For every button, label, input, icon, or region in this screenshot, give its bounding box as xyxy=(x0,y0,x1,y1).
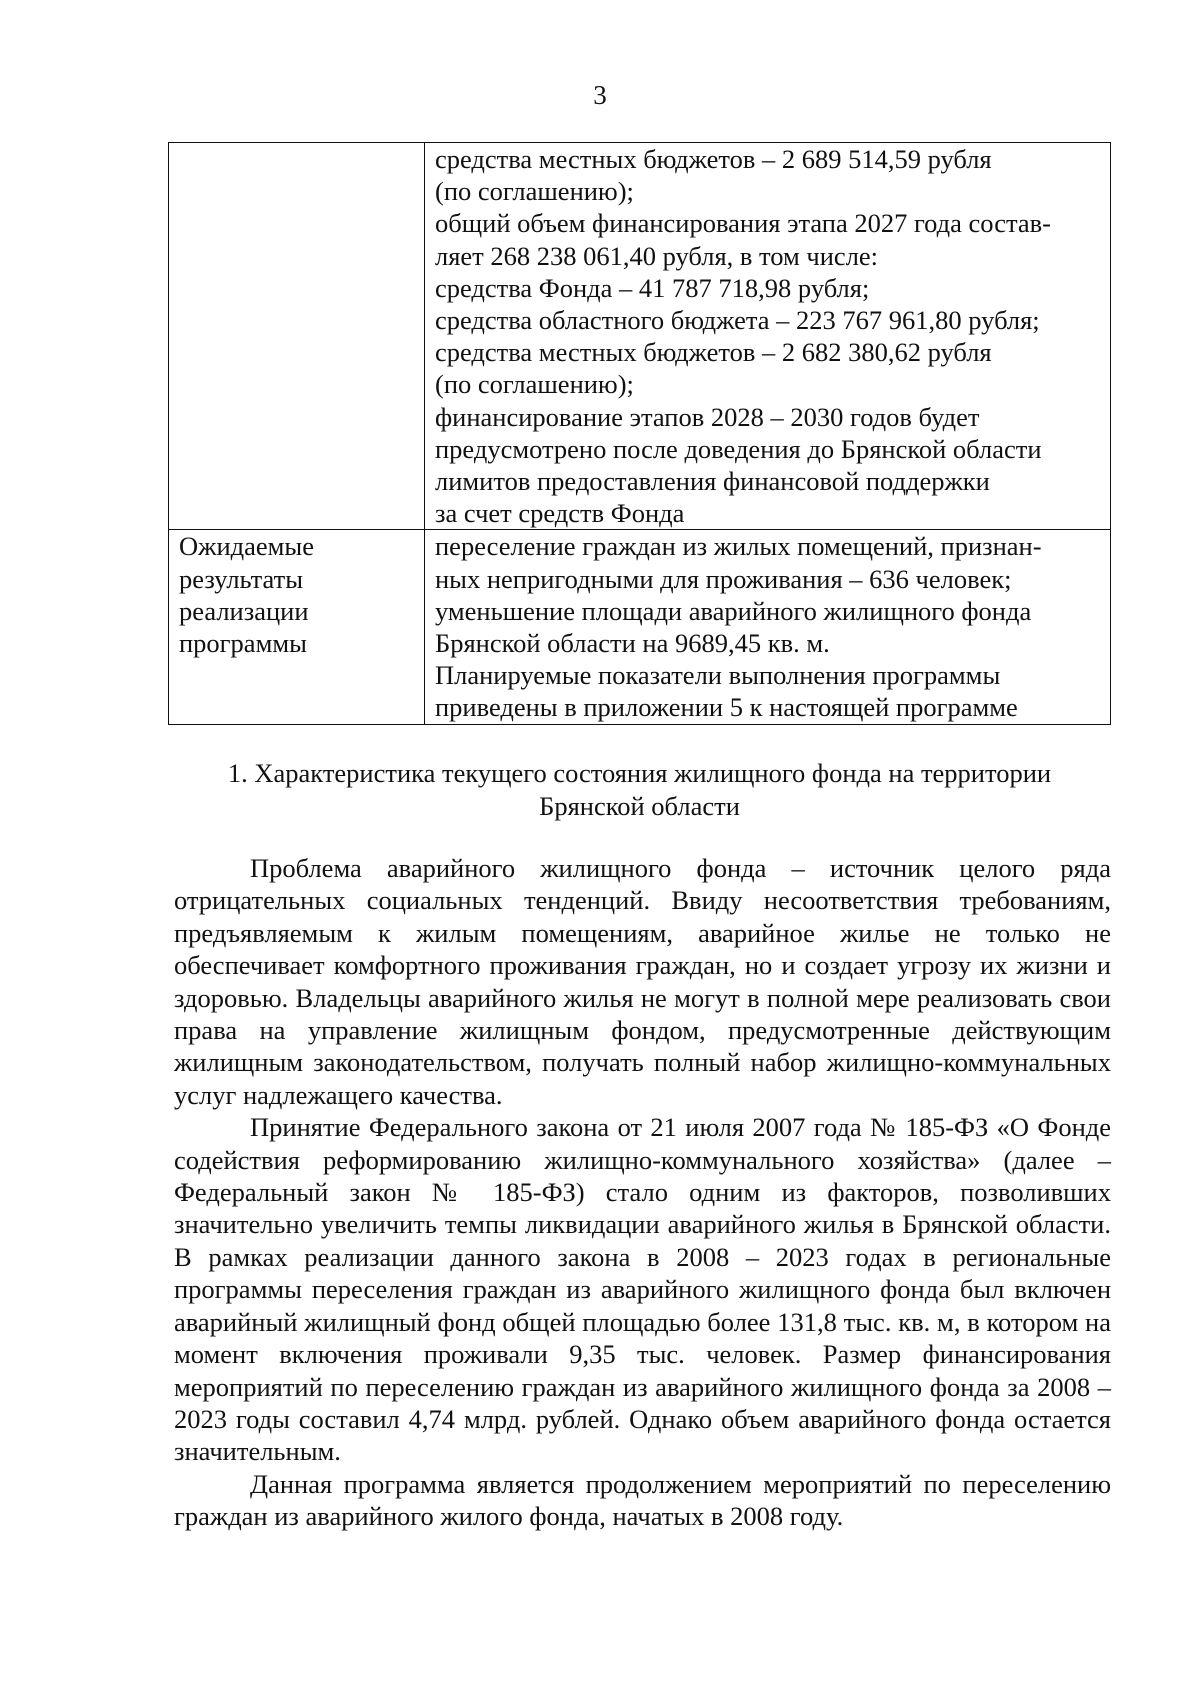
text-line: (по соглашению); xyxy=(435,369,634,400)
text-line: уменьшение площади аварийного жилищного фонда xyxy=(435,595,1032,626)
text-line: общий объем финансирования этапа 2027 года состав- xyxy=(435,208,1051,239)
text-line: переселение граждан из жилых помещений, признан- xyxy=(435,531,1042,562)
label-line: результаты xyxy=(179,563,303,594)
text-line: ляет 268 238 061,40 рубля, в том числе: xyxy=(435,240,879,271)
label-line: программы xyxy=(179,628,307,659)
section-heading-line: 1. Характеристика текущего состояния жилищного фонда на территории xyxy=(227,758,1052,788)
text-line: средства местных бюджетов – 2 682 380,62 рубля xyxy=(435,337,992,368)
section-heading-line: Брянской области xyxy=(539,791,740,821)
paragraph: Данная программа является продолжением мероприятий по переселению граждан из аварийного жилого фонда, начатых в 2008 году. xyxy=(174,1468,1111,1532)
page-number: 3 xyxy=(593,80,607,110)
row-content-cell xyxy=(425,143,1111,530)
text-line: ных непригодными для проживания – 636 человек; xyxy=(435,563,1012,594)
text-line: финансирование этапов 2028 – 2030 годов будет xyxy=(435,401,980,432)
section-heading xyxy=(168,757,1111,823)
label-line: Ожидаемые xyxy=(179,531,314,562)
text-line: средства областного бюджета – 223 767 961,80 рубля; xyxy=(435,305,1040,336)
label-line: реализации xyxy=(179,595,309,626)
text-line: средства Фонда – 41 787 718,98 рубля; xyxy=(435,272,870,303)
text-line: Брянской области на 9689,45 кв. м. xyxy=(435,628,830,659)
paragraph: Проблема аварийного жилищного фонда – источник целого ряда отрицательных социальных тенденций. Ввиду несоответствия требованиям, предъявляемым к жилым помещениям, аварийное жилье не только не обеспечивает комфортного проживания граждан, но и создает угрозу их жизни и здоровью. Владельцы аварийного жилья не могут в полной мере реализовать свои права на управление жилищным фондом, предусмотренные действующим жилищным законодательством, получать полный набор жилищно-коммунальных услуг надлежащего качества. xyxy=(174,853,1111,1110)
row-label-cell xyxy=(169,530,425,724)
table-row xyxy=(169,143,1111,530)
row-label-cell xyxy=(169,143,425,530)
section-body xyxy=(174,852,1111,1533)
row-content-cell xyxy=(425,530,1111,724)
text-line: приведены в приложении 5 к настоящей программе xyxy=(435,692,1018,723)
text-line: (по соглашению); xyxy=(435,176,634,207)
text-line: средства местных бюджетов – 2 689 514,59 рубля xyxy=(435,144,992,174)
text-line: лимитов предоставления финансовой поддержки xyxy=(435,466,990,497)
text-line: предусмотрено после доведения до Брянской области xyxy=(435,433,1042,464)
program-passport-table xyxy=(168,142,1111,725)
text-line: за счет средств Фонда xyxy=(435,498,685,529)
table-row xyxy=(169,530,1111,724)
paragraph: Принятие Федерального закона от 21 июля 2007 года № 185-ФЗ «О Фонде содействия реформированию жилищно-коммунального хозяйства» (далее – Федеральный закон № 185-ФЗ) стало одним из факторов, позволивших значительно увеличить темпы ликвидации аварийного жилья в Брянской области. В рамках реализации данного закона в 2008 – 2023 годах в региональные программы переселения граждан из аварийного жилищного фонда был включен аварийный жилищный фонд общей площадью более 131,8 тыс. кв. м, в котором на момент включения проживали 9,35 тыс. человек. Размер финансирования мероприятий по переселению граждан из аварийного жилищного фонда за 2008 – 2023 годы составил 4,74 млрд. рублей. Однако объем аварийного фонда остается значительным. xyxy=(174,1112,1111,1467)
text-line: Планируемые показатели выполнения программы xyxy=(435,660,1001,691)
